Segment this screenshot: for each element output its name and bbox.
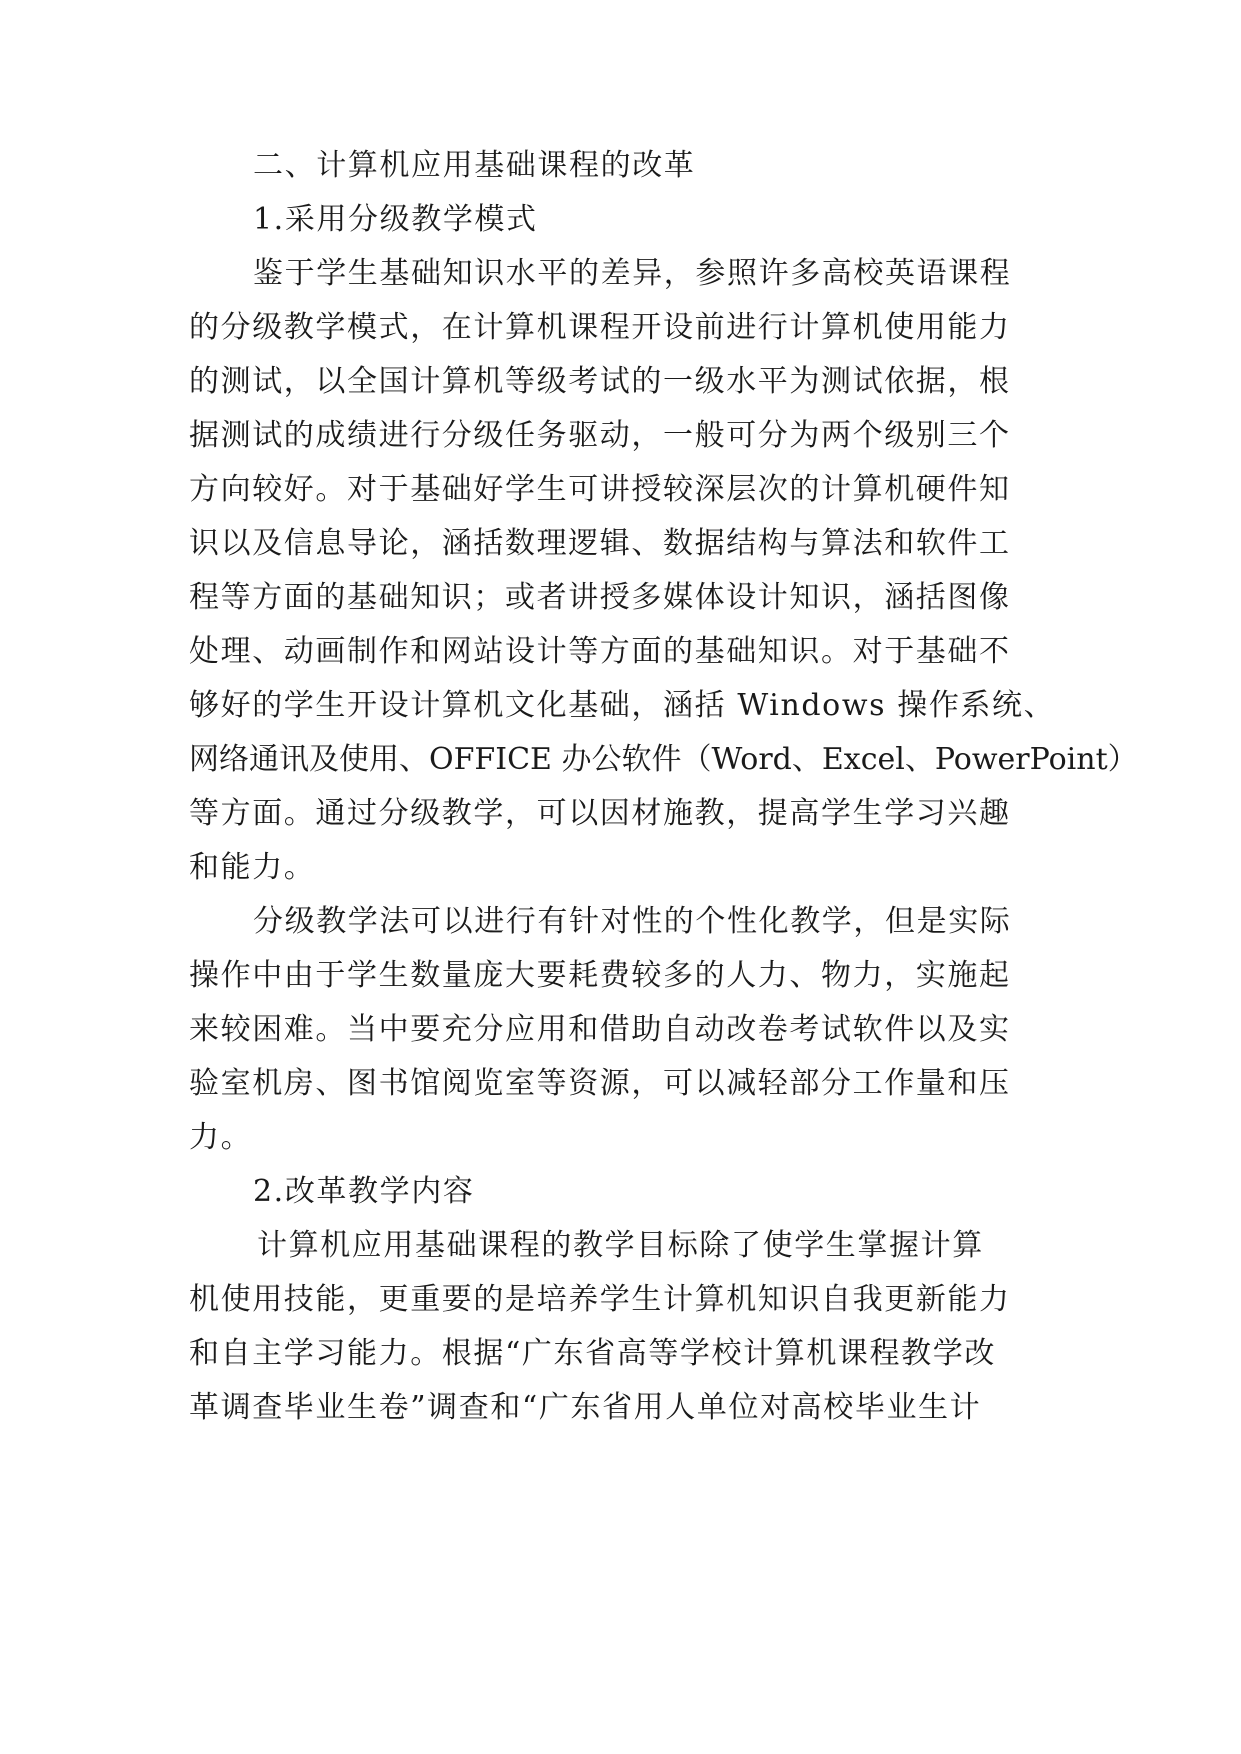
subheading-1: 1.采用分级教学模式 xyxy=(253,202,538,237)
paragraph-line: 革调查毕业生卷”调查和“广东省用人单位对高校毕业生计 xyxy=(189,1390,982,1425)
paragraph-line: 计算机应用基础课程的教学目标除了使学生掌握计算 xyxy=(257,1228,984,1263)
paragraph-line: 据测试的成绩进行分级任务驱动，一般可分为两个级别三个 xyxy=(189,418,1011,453)
paragraph-line: 和能力。 xyxy=(189,850,316,885)
paragraph-line: 的测试，以全国计算机等级考试的一级水平为测试依据，根 xyxy=(189,364,1011,399)
paragraph-line: 验室机房、图书馆阅览室等资源，可以减轻部分工作量和压 xyxy=(189,1066,1011,1101)
paragraph-line: 力。 xyxy=(189,1120,253,1155)
paragraph-line: 程等方面的基础知识；或者讲授多媒体设计知识，涵括图像 xyxy=(189,580,1011,615)
paragraph-line: 和自主学习能力。根据“广东省高等学校计算机课程教学改 xyxy=(189,1336,996,1371)
paragraph-line: 网络通讯及使用、OFFICE 办公软件（Word、Excel、PowerPoint） xyxy=(189,742,1138,777)
paragraph-line: 鉴于学生基础知识水平的差异，参照许多高校英语课程 xyxy=(253,256,1012,291)
section-heading: 二、计算机应用基础课程的改革 xyxy=(253,148,696,183)
paragraph-line: 机使用技能，更重要的是培养学生计算机知识自我更新能力 xyxy=(189,1282,1011,1317)
subheading-2: 2.改革教学内容 xyxy=(253,1174,475,1209)
paragraph-line: 等方面。通过分级教学，可以因材施教，提高学生学习兴趣 xyxy=(189,796,1011,831)
paragraph-line: 处理、动画制作和网站设计等方面的基础知识。对于基础不 xyxy=(189,634,1011,669)
paragraph-line: 分级教学法可以进行有针对性的个性化教学，但是实际 xyxy=(253,904,1012,939)
paragraph-line: 操作中由于学生数量庞大要耗费较多的人力、物力，实施起 xyxy=(189,958,1011,993)
paragraph-line: 的分级教学模式，在计算机课程开设前进行计算机使用能力 xyxy=(189,310,1011,345)
paragraph-line: 识以及信息导论，涵括数理逻辑、数据结构与算法和软件工 xyxy=(189,526,1011,561)
paragraph-line: 够好的学生开设计算机文化基础，涵括 Windows 操作系统、 xyxy=(189,688,1056,723)
paragraph-line: 方向较好。对于基础好学生可讲授较深层次的计算机硬件知 xyxy=(189,472,1011,507)
paragraph-line: 来较困难。当中要充分应用和借助自动改卷考试软件以及实 xyxy=(189,1012,1011,1047)
